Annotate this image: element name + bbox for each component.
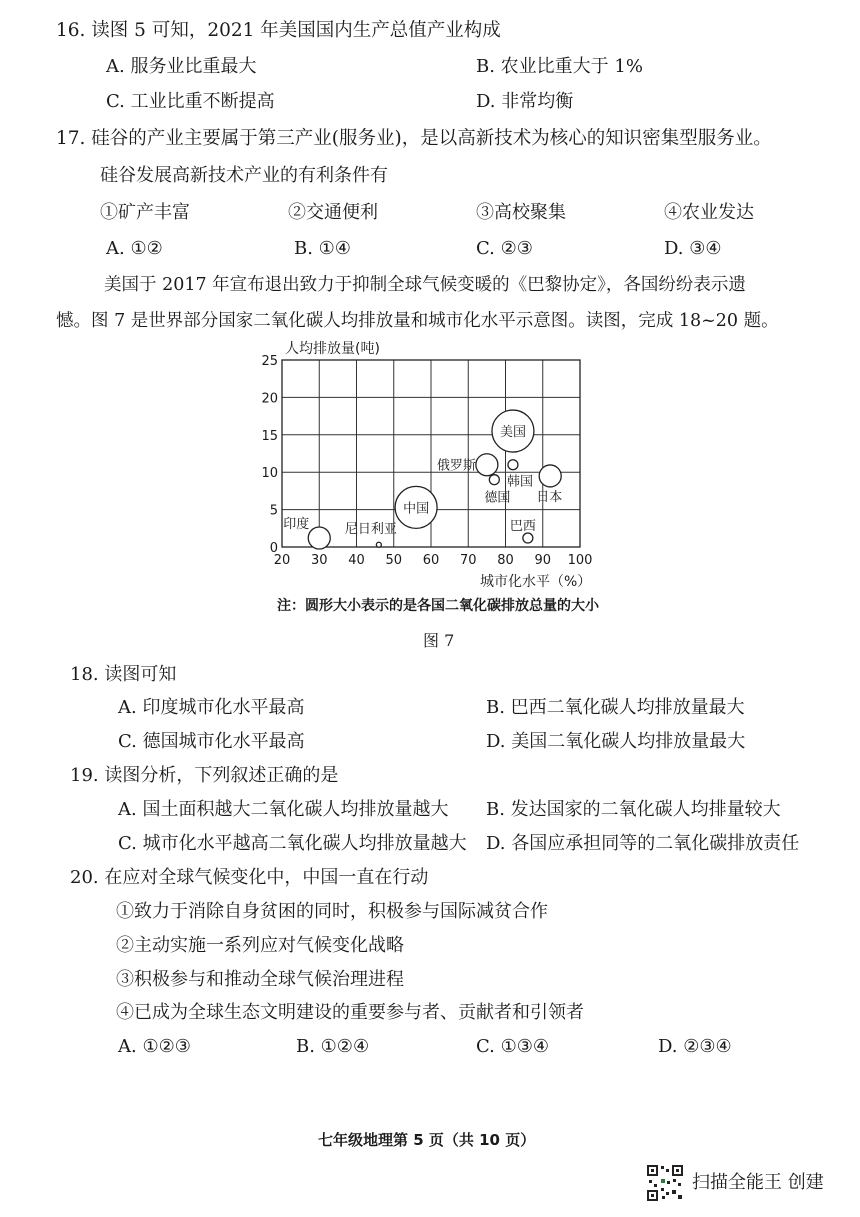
q17-stem: 17. 硅谷的产业主要属于第三产业(服务业)，是以高新技术为核心的知识密集型服务业。 — [56, 128, 772, 149]
q20-option-b: B. ①②④ — [296, 1036, 370, 1057]
page-footer: 七年级地理第 5 页（共 10 页） — [318, 1131, 536, 1149]
q17-stem-line2: 硅谷发展高新技术产业的有利条件有 — [100, 165, 388, 186]
q16-option-a: A. 服务业比重最大 — [106, 56, 257, 77]
q17-item-1: ①矿产丰富 — [100, 202, 190, 223]
point-label: 日本 — [536, 489, 563, 505]
x-tick-label: 20 — [273, 553, 291, 568]
q20-option-d: D. ②③④ — [658, 1036, 732, 1057]
q20-option-a: A. ①②③ — [118, 1036, 191, 1057]
bubble-point — [523, 533, 533, 543]
q20-item-2: ②主动实施一系列应对气候变化战略 — [116, 935, 404, 956]
intro-line-2: 憾。图 7 是世界部分国家二氧化碳人均排放量和城市化水平示意图。读图，完成 18~20 题。 — [56, 311, 779, 331]
point-label: 中国 — [403, 501, 430, 517]
q17-item-2: ②交通便利 — [288, 202, 378, 223]
point-label: 尼日利亚 — [344, 521, 397, 537]
figure-7-chart — [250, 335, 610, 590]
bubble-point — [476, 454, 498, 476]
q18-option-d: D. 美国二氧化碳人均排放量最大 — [486, 731, 746, 752]
x-tick-label: 60 — [422, 553, 440, 568]
q19-option-b: B. 发达国家的二氧化碳人均排量较大 — [486, 799, 781, 820]
x-tick-label: 40 — [348, 553, 365, 568]
bubble-point — [308, 527, 330, 549]
q20-item-3: ③积极参与和推动全球气候治理进程 — [116, 969, 404, 990]
q20-item-4: ④已成为全球生态文明建设的重要参与者、贡献者和引领者 — [116, 1002, 584, 1023]
y-tick-label: 15 — [261, 428, 278, 444]
q19-stem: 19. 读图分析，下列叙述正确的是 — [70, 765, 339, 786]
q19-option-a: A. 国土面积越大二氧化碳人均排放量越大 — [118, 799, 449, 820]
point-label: 德国 — [484, 490, 511, 506]
q17-item-4: ④农业发达 — [664, 202, 754, 223]
q17-option-a: A. ①② — [106, 238, 163, 259]
x-tick-label: 80 — [497, 553, 514, 568]
q16-option-b: B. 农业比重大于 1% — [476, 56, 643, 77]
x-axis-label: 城市化水平（%） — [480, 574, 592, 590]
q17-option-d: D. ③④ — [664, 238, 722, 259]
bubble-point — [539, 465, 561, 487]
y-tick-label: 25 — [261, 354, 278, 369]
q18-option-a: A. 印度城市化水平最高 — [118, 697, 305, 718]
q19-option-c: C. 城市化水平越高二氧化碳人均排放量越大 — [118, 833, 467, 854]
x-tick-label: 50 — [385, 553, 403, 568]
q17-option-c: C. ②③ — [476, 238, 533, 259]
q18-option-b: B. 巴西二氧化碳人均排放量最大 — [486, 697, 745, 718]
scanner-watermark: 扫描全能王 创建 — [692, 1172, 824, 1193]
chart-note: 注：圆形大小表示的是各国二氧化碳排放总量的大小 — [277, 598, 599, 614]
x-tick-label: 70 — [459, 553, 477, 568]
q17-option-b: B. ①④ — [294, 238, 351, 259]
point-label: 巴西 — [509, 519, 536, 535]
y-tick-label: 10 — [261, 466, 278, 482]
q20-stem: 20. 在应对全球气候变化中，中国一直在行动 — [70, 867, 429, 888]
q20-item-1: ①致力于消除自身贫困的同时，积极参与国际减贫合作 — [116, 901, 548, 922]
bubble-point — [508, 460, 518, 470]
bubble-point — [376, 542, 381, 547]
figure-caption: 图 7 — [423, 631, 455, 650]
q18-stem: 18. 读图可知 — [70, 664, 177, 685]
q18-option-c: C. 德国城市化水平最高 — [118, 731, 305, 752]
point-label: 韩国 — [506, 474, 533, 490]
x-tick-label: 90 — [534, 553, 552, 568]
y-tick-label: 20 — [261, 391, 278, 407]
intro-line-1: 美国于 2017 年宣布退出致力于抑制全球气候变暖的《巴黎协定》，各国纷纷表示遗 — [104, 275, 746, 295]
y-tick-label: 5 — [269, 503, 278, 519]
x-tick-label: 100 — [567, 553, 593, 568]
q16-stem: 16. 读图 5 可知，2021 年美国国内生产总值产业构成 — [56, 20, 501, 41]
bubble-point — [489, 475, 499, 485]
q20-option-c: C. ①③④ — [476, 1036, 549, 1057]
x-tick-label: 30 — [310, 553, 328, 568]
q16-option-d: D. 非常均衡 — [476, 91, 574, 112]
q17-item-3: ③高校聚集 — [476, 202, 566, 223]
y-tick-label: 0 — [269, 541, 278, 556]
point-label: 印度 — [283, 517, 310, 533]
q19-option-d: D. 各国应承担同等的二氧化碳排放责任 — [486, 833, 800, 854]
q16-option-c: C. 工业比重不断提高 — [106, 91, 275, 112]
point-label: 俄罗斯 — [436, 458, 476, 474]
y-axis-label: 人均排放量(吨) — [285, 341, 380, 357]
point-label: 美国 — [499, 425, 526, 441]
qr-code-icon — [646, 1164, 684, 1202]
chart-points — [283, 410, 562, 549]
